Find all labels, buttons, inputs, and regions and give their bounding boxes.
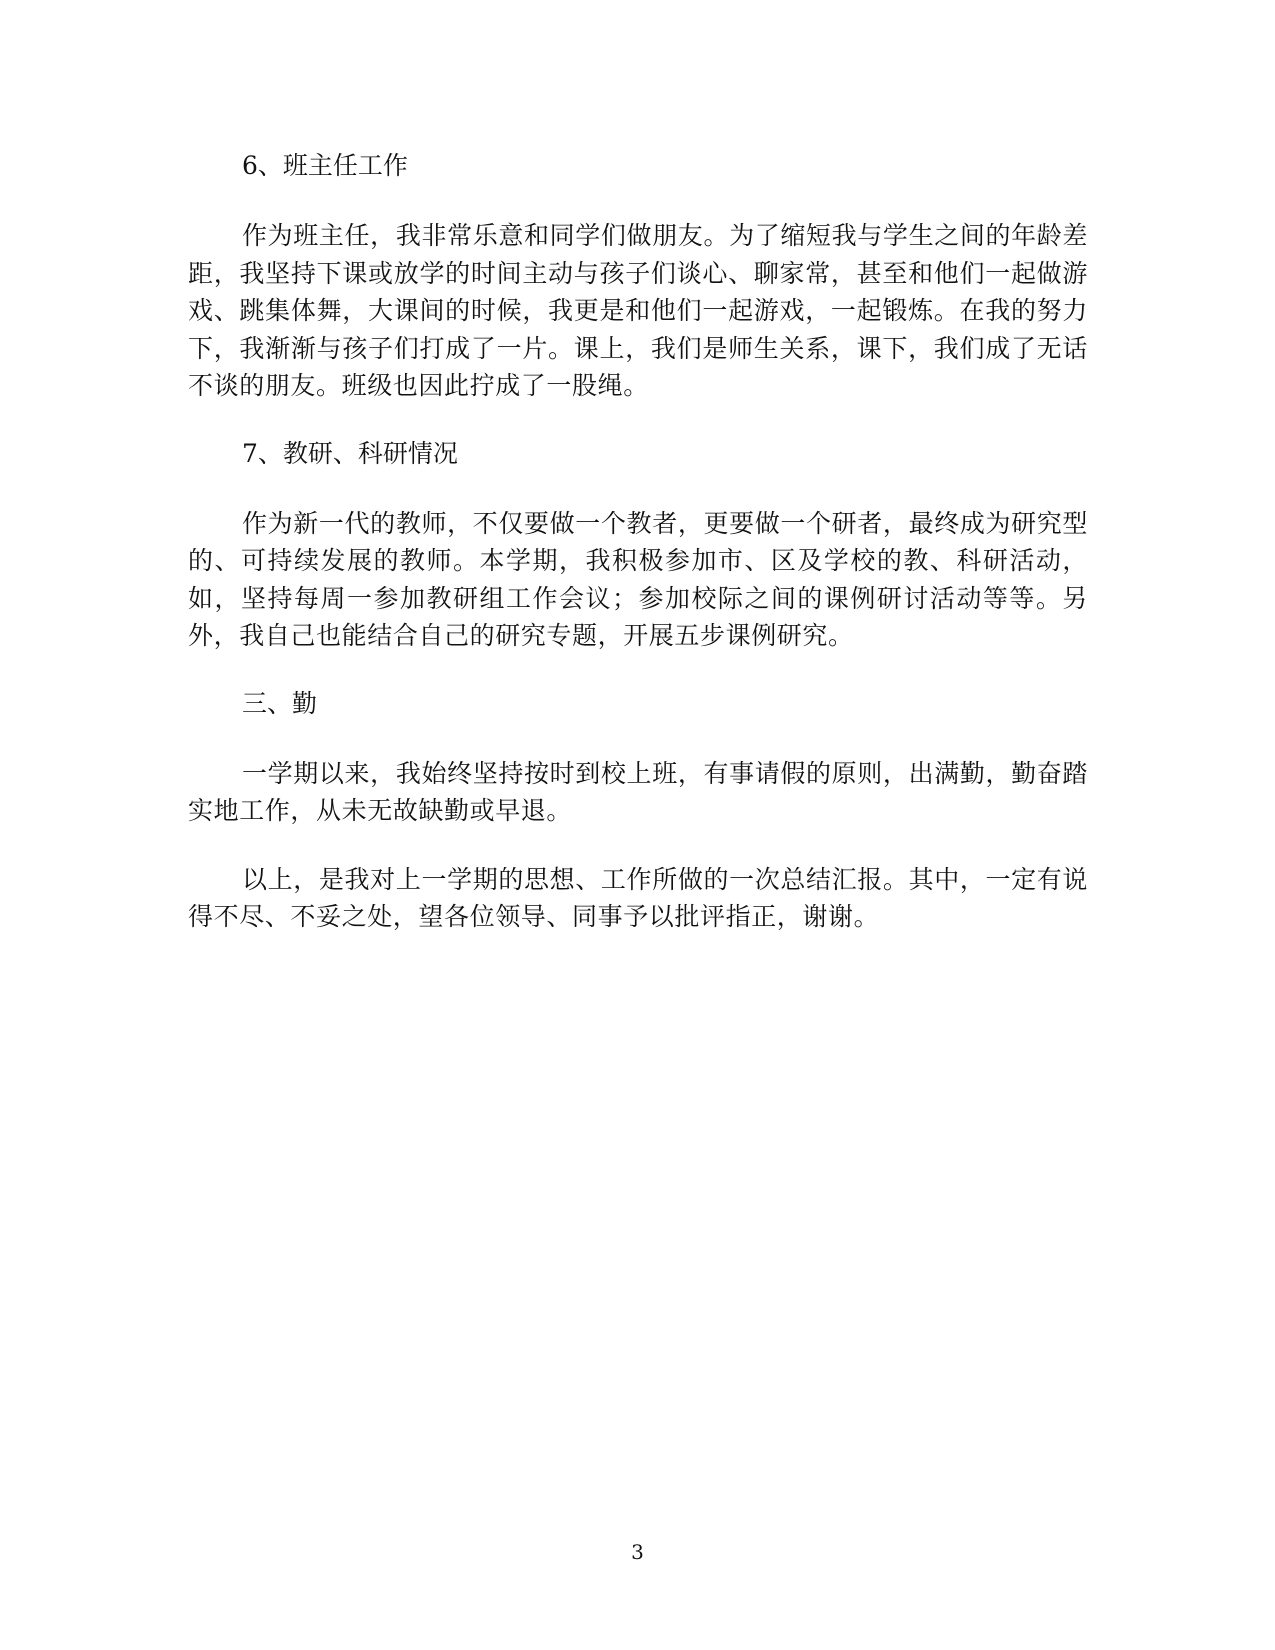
section-heading-diligence: 三、勤 — [242, 688, 318, 718]
paragraph-homeroom: 作为班主任，我非常乐意和同学们做朋友。为了缩短我与学生之间的年龄差距，我坚持下课或放学的时间主动与孩子们谈心、聊家常，甚至和他们一起做游戏、跳集体舞，大课间的时候，我更是和他们一起游戏，一起锻炼。在我的努力下，我渐渐与孩子们打成了一片。课上，我们是师生关系，课下，我们成了无话不谈的朋友。班级也因此拧成了一股绳。 — [188, 221, 1088, 400]
section-heading-research: 7、教研、科研情况 — [242, 438, 458, 468]
paragraph-research: 作为新一代的教师，不仅要做一个教者，更要做一个研者，最终成为研究型的、可持续发展的教师。本学期，我积极参加市、区及学校的教、科研活动，如，坚持每周一参加教研组工作会议；参加校际之间的课例研讨活动等等。另外，我自己也能结合自己的研究专题，开展五步课例研究。 — [188, 508, 1088, 650]
document-body — [188, 148, 1088, 967]
paragraph-conclusion: 以上，是我对上一学期的思想、工作所做的一次总结汇报。其中，一定有说得不尽、不妥之处，望各位领导、同事予以批评指正，谢谢。 — [188, 864, 1088, 931]
section-heading-homeroom: 6、班主任工作 — [242, 151, 408, 180]
page-number: 3 — [631, 1540, 644, 1564]
paragraph-attendance: 一学期以来，我始终坚持按时到校上班，有事请假的原则，出满勤，勤奋踏实地工作，从未无故缺勤或早退。 — [188, 758, 1088, 825]
